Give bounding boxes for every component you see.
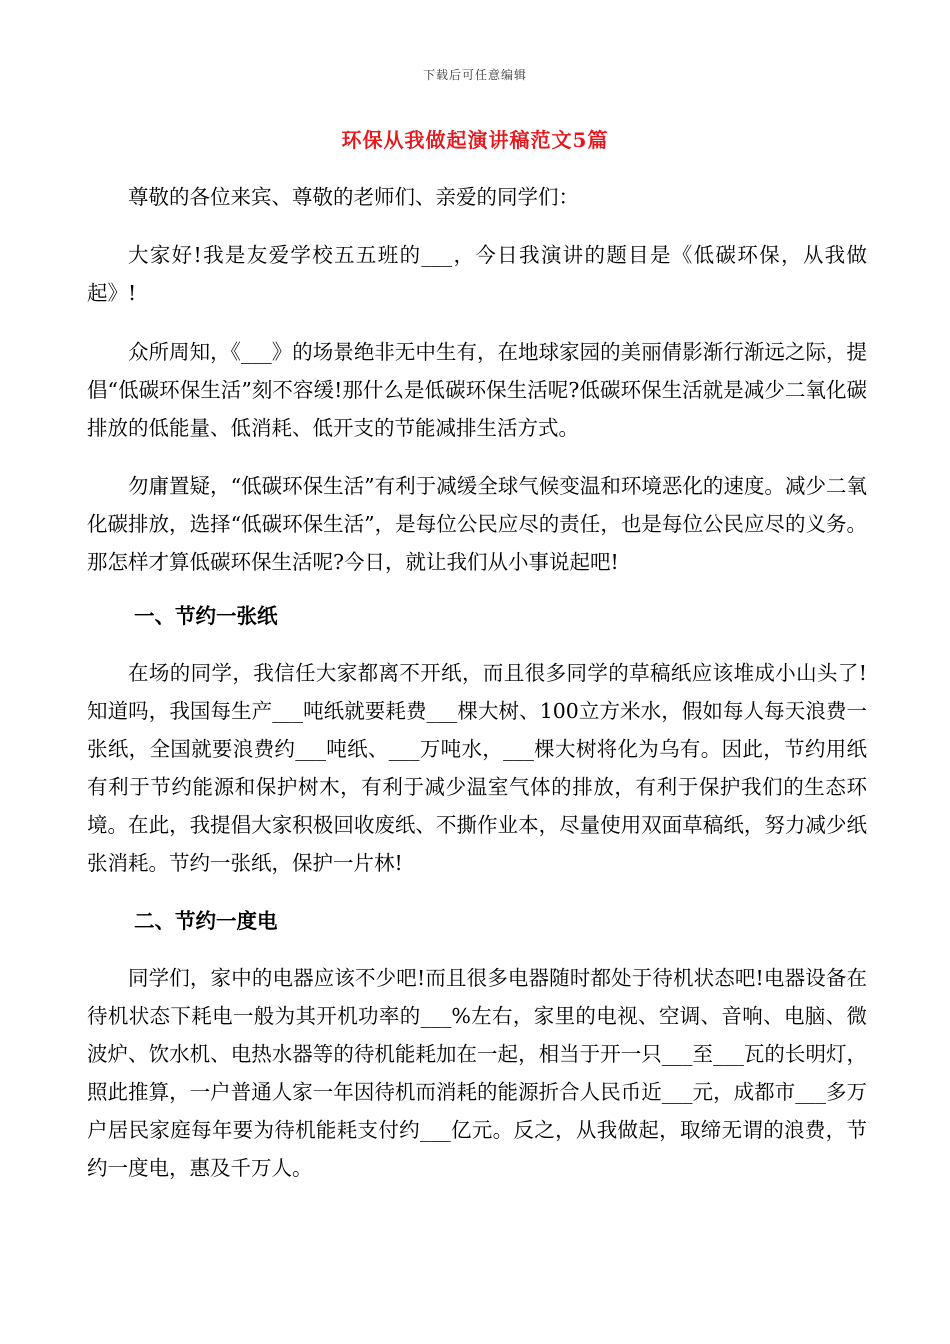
low-carbon-paragraph: 勿庸置疑，“低碳环保生活”有利于减缓全球气候变温和环境恶化的速度。减少二氧化碳排放，选择“低碳环保生活”，是每位公民应尽的责任，也是每位公民应尽的义务。那怎样才算低碳环保生活呢?今日，就让我们从小事说起吧! (87, 474, 867, 574)
save-paper-paragraph: 在场的同学，我信任大家都离不开纸，而且很多同学的草稿纸应该堆成小山头了!知道吗，我国每生产___吨纸就要耗费___棵大树、100立方米水，假如每人每天浪费一张纸，全国就要浪费约___吨纸、___万吨水，___棵大树将化为乌有。因此，节约用纸有利于节约能源和保护树木，有利于减少温室气体的排放，有利于保护我们的生态环境。在此，我提倡大家积极回收废纸、不撕作业本，尽量使用双面草稿纸，努力减少纸张消耗。节约一张纸，保护一片林! (87, 661, 867, 875)
document-title: 环保从我做起演讲稿范文5篇 (341, 128, 609, 152)
section-heading-electricity: 二、节约一度电 (134, 909, 278, 933)
salutation-paragraph: 尊敬的各位来宾、尊敬的老师们、亲爱的同学们： (128, 185, 579, 209)
intro-paragraph: 众所周知，《___》的场景绝非无中生有，在地球家园的美丽倩影渐行渐远之际，提倡“低碳环保生活”刻不容缓!那什么是低碳环保生活呢?低碳环保生活就是减少二氧化碳排放的低能量、低消耗、低开支的节能减排生活方式。 (87, 340, 867, 440)
page-header-note: 下载后可任意编辑 (422, 68, 527, 82)
section-heading-paper: 一、节约一张纸 (134, 604, 278, 628)
save-electricity-paragraph: 同学们，家中的电器应该不少吧!而且很多电器随时都处于待机状态吧!电器设备在待机状态下耗电一般为其开机功率的___%左右，家里的电视、空调、音响、电脑、微波炉、饮水机、电热水器等的待机能耗加在一起，相当于开一只___至___瓦的长明灯，照此推算，一户普通人家一年因待机而消耗的能源折合人民币近___元，成都市___多万户居民家庭每年要为待机能耗支付约___亿元。反之，从我做起，取缔无谓的浪费，节约一度电，惠及千万人。 (87, 966, 867, 1180)
greeting-paragraph: 大家好!我是友爱学校五五班的___，今日我演讲的题目是《低碳环保，从我做起》! (87, 243, 867, 305)
